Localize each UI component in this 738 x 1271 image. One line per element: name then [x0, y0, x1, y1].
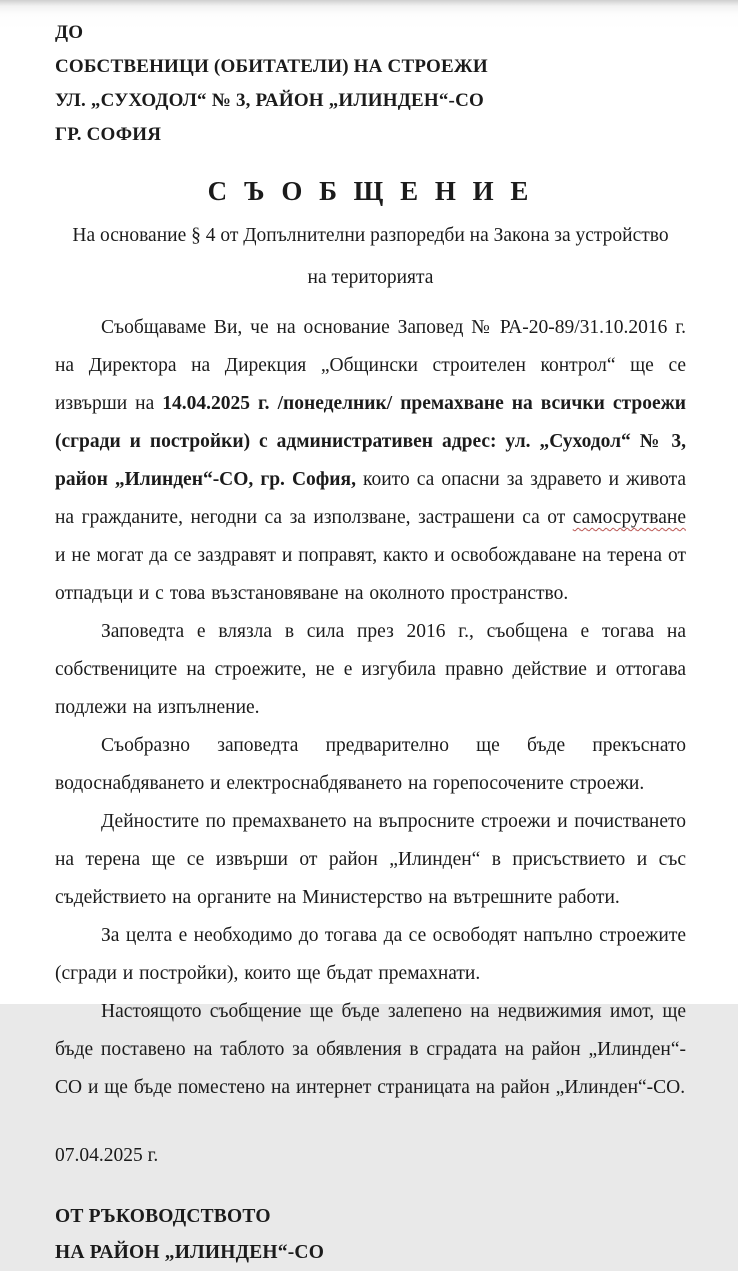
paragraph-1-regular-run-3: и не могат да се заздравят и поправят, както и освобождаване на терена от отпадъци и с това възстановяване на околното пространство.	[55, 545, 686, 604]
notice-body	[55, 309, 686, 1107]
body-paragraph-1	[55, 309, 686, 613]
recipient-line-city: ГР. СОФИЯ	[55, 124, 162, 145]
notice-title: С Ъ О Б Щ Е Н И Е	[207, 176, 534, 206]
spellcheck-underlined-word: самосрутване	[572, 507, 686, 528]
signature-block	[55, 1199, 686, 1271]
paragraph-1-bold-run: 14.04.2025 г. /понеделник/ премахване на всички строежи (сгради и постройки) с административен адрес: ул. „Суходол“ № 3, район „Илинден“-СО, гр. София,	[55, 393, 686, 490]
paragraph-1-regular-run-2: които са опасни за здравето и живота на гражданите, негодни са за използване, застрашени са от	[55, 469, 686, 528]
notice-subtitle: На основание § 4 от Допълнителни разпоредби на Закона за устройство на територията	[72, 225, 669, 288]
date-line: 07.04.2025 г.	[55, 1145, 159, 1166]
paragraph-1-regular-run-1: Съобщаваме Ви, че на основание Заповед № РА-20-89/31.10.2016 г. на Директора на Дирекция „Общински строителен контрол“ ще се извърши на	[55, 317, 686, 414]
recipient-line-owners: СОБСТВЕНИЦИ (ОБИТАТЕЛИ) НА СТРОЕЖИ	[55, 56, 488, 77]
recipient-line-to: ДО	[55, 22, 84, 43]
recipient-line-address: УЛ. „СУХОДОЛ“ № 3, РАЙОН „ИЛИНДЕН“-СО	[55, 90, 484, 111]
signature-line-district: НА РАЙОН „ИЛИНДЕН“-СО	[55, 1242, 325, 1263]
body-paragraph-3: Съобразно заповедта предварително ще бъде прекъснато водоснабдяването и електроснабдяването на горепосочените строежи.	[55, 735, 686, 794]
body-paragraph-2: Заповедта е влязла в сила през 2016 г., съобщена е тогава на собствениците на строежите, не е изгубила правно действие и оттогава подлежи на изпълнение.	[55, 621, 686, 718]
recipient-block	[55, 16, 686, 152]
body-paragraph-5: За целта е необходимо до тогава да се освободят напълно строежите (сгради и постройки), които ще бъдат премахнати.	[55, 925, 686, 984]
body-paragraph-6: Настоящото съобщение ще бъде залепено на недвижимия имот, ще бъде поставено на таблото за обявления в сградата на район „Илинден“-СО и ще бъде поместено на интернет страницата на район „Илинден“-СО.	[55, 1001, 686, 1098]
body-paragraph-4: Дейностите по премахването на въпросните строежи и почистването на терена ще се извърши от район „Илинден“ в присъствието и със съдействието на органите на Министерство на вътрешните работи.	[55, 811, 686, 908]
signature-line-management: ОТ РЪКОВОДСТВОТО	[55, 1206, 271, 1227]
